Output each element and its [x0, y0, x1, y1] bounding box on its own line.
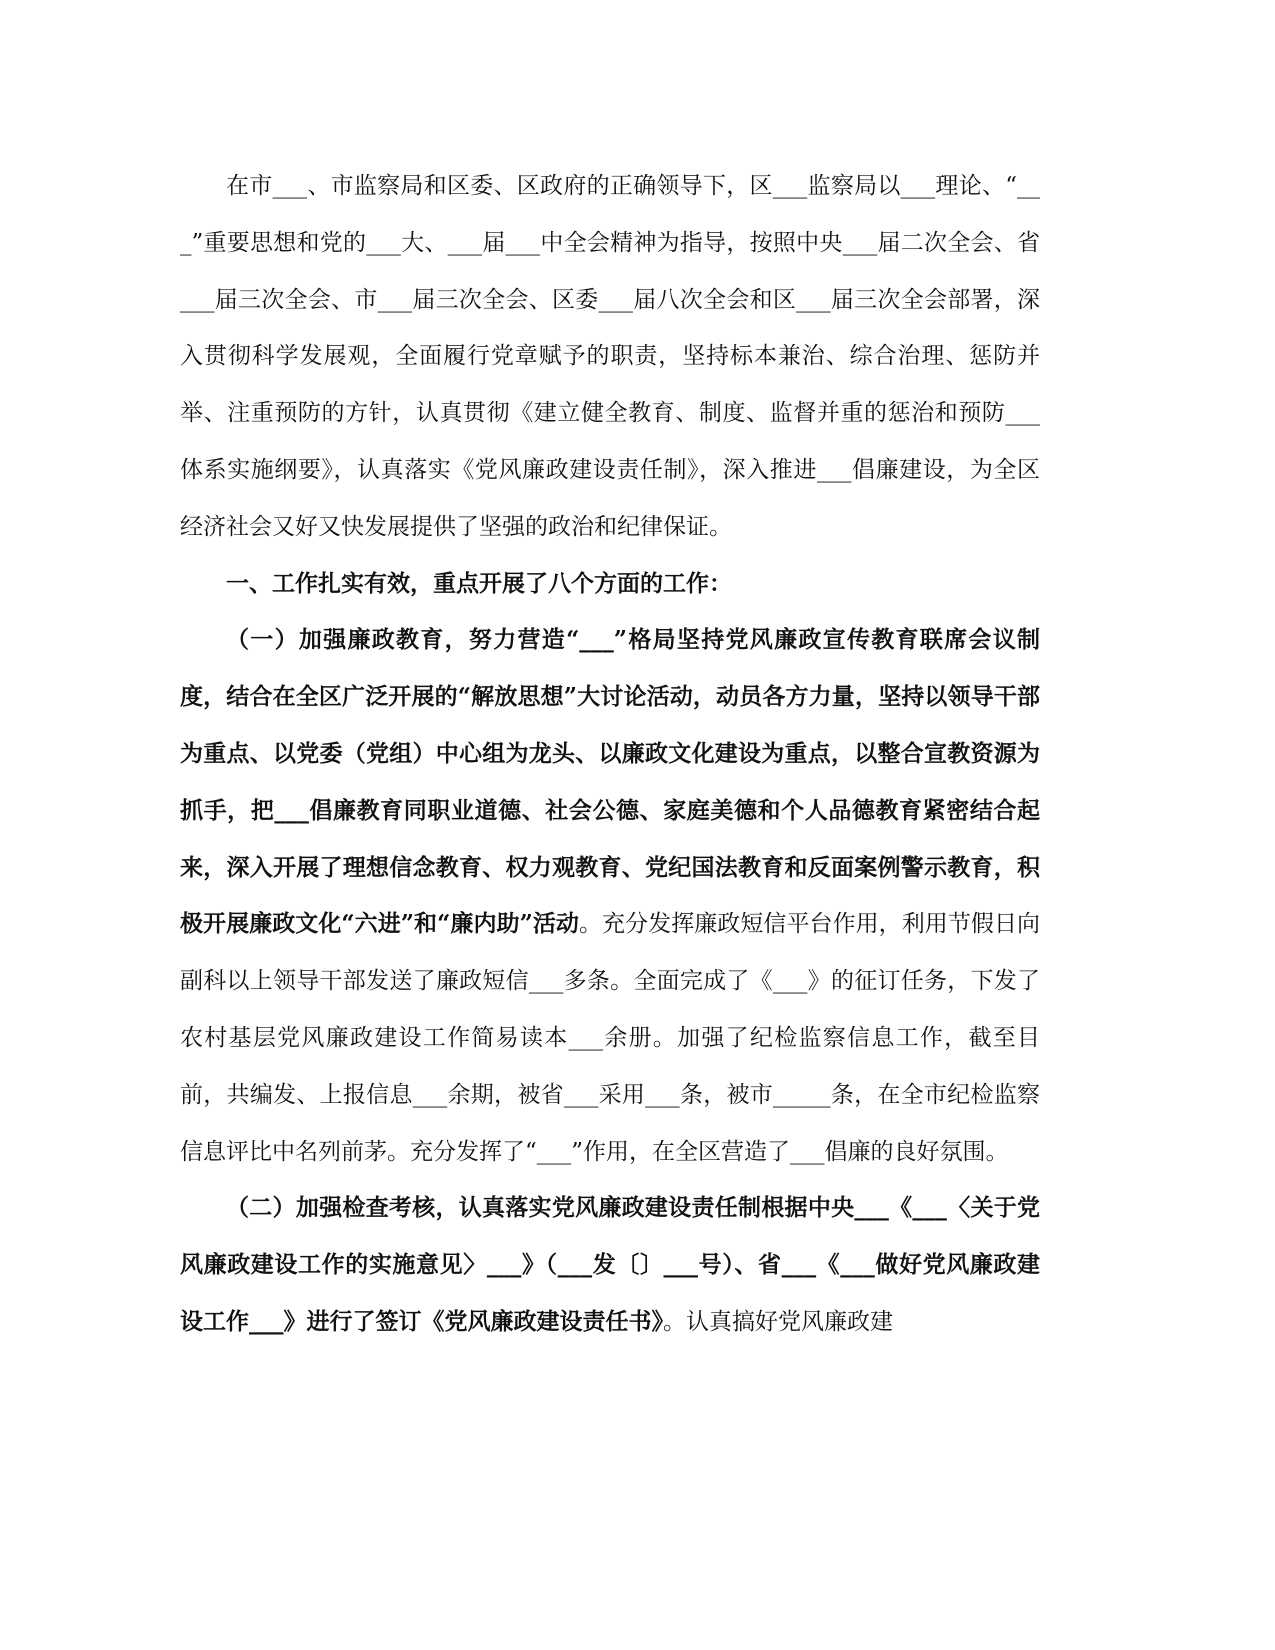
item-1-body: 。充分发挥廉政短信平台作用，利用节假日向副科以上领导干部发送了廉政短信___多条。全面完成了《___》的征订任务，下发了农村基层党风廉政建设工作简易读本___余册。加强了纪检监察信息工作，截至目前，共编发、上报信息___余期，被省___采用___条，被市_____条，在全市纪检监察信息评比中名列前茅。充分发挥了“___”作用，在全区营造了___倡廉的良好氛围。: [180, 911, 1041, 1165]
intro-paragraph: 在市___、市监察局和区委、区政府的正确领导下，区___监察局以___理论、“___”重要思想和党的___大、___届___中全会精神为指导，按照中央___届二次全会、省___届三次全会、市___届三次全会、区委___届八次全会和区___届三次全会部署，深入贯彻科学发展观，全面履行党章赋予的职责，坚持标本兼治、综合治理、惩防并举、注重预防的方针，认真贯彻《建立健全教育、制度、监督并重的惩治和预防___体系实施纲要》，认真落实《党风廉政建设责任制》，深入推进___倡廉建设，为全区经济社会又好又快发展提供了坚强的政治和纪律保证。: [180, 173, 1040, 540]
document-body: [180, 158, 1040, 1351]
item-2-heading: （二）加强检查考核，认真落实党风廉政建设责任制根据中央___《___〈关于党风廉政建设工作的实施意见〉___》（___发〔〕___号）、省___《___做好党风廉政建设工作___》进行了签订《党风廉政建设责任书》: [180, 1194, 1041, 1335]
item-2-body: 。认真搞好党风廉政建: [663, 1308, 893, 1335]
item-1-heading: （一）加强廉政教育，努力营造“___”格局坚持党风廉政宣传教育联席会议制度，结合在全区广泛开展的“解放思想”大讨论活动，动员各方力量，坚持以领导干部为重点、以党委（党组）中心组为龙头、以廉政文化建设为重点，以整合宣教资源为抓手，把___倡廉教育同职业道德、社会公德、家庭美德和个人品德教育紧密结合起来，深入开展了理想信念教育、权力观教育、党纪国法教育和反面案例警示教育，积极开展廉政文化“六进”和“廉内助”活动: [180, 626, 1040, 938]
item-1-paragraph: [180, 612, 1040, 1180]
item-2-paragraph: [180, 1180, 1040, 1350]
section-heading: 一、工作扎实有效，重点开展了八个方面的工作：: [226, 569, 732, 597]
